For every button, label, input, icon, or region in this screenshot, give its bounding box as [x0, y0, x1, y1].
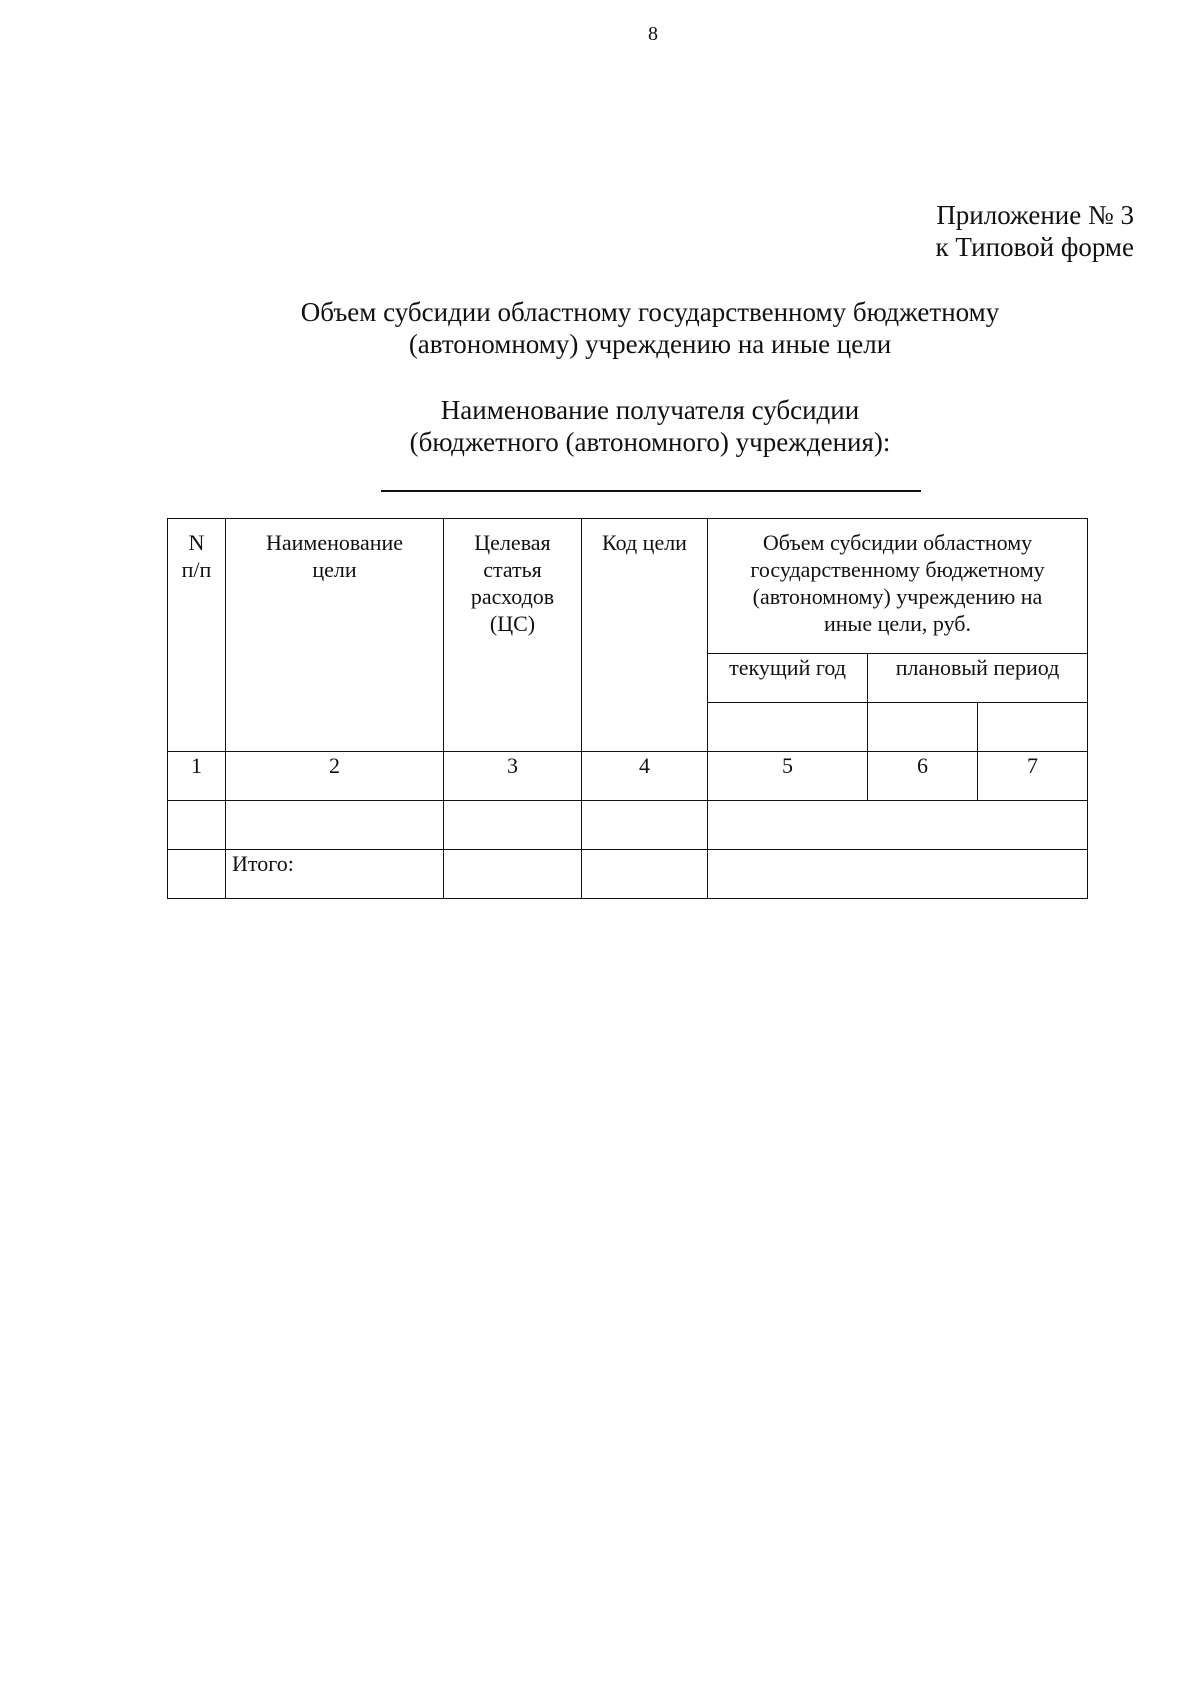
header-row-number-line-2: п/п	[181, 557, 212, 582]
header-target-expense-item-line-3: расходов	[470, 584, 555, 609]
header-row-number	[168, 519, 226, 752]
header-subsidy-volume-line-1: Объем субсидии областному	[762, 530, 1033, 555]
document-title	[180, 296, 1120, 360]
data-cell-row-number	[168, 801, 226, 850]
recipient-heading	[180, 394, 1120, 458]
recipient-name-blank-line	[381, 490, 921, 492]
header-goal-name-line-2: цели	[312, 557, 357, 582]
total-row	[168, 850, 1088, 899]
page-number: 8	[648, 23, 658, 45]
header-goal-name-line-1: Наименование	[265, 530, 404, 555]
header-target-expense-item-line-1: Целевая	[474, 530, 551, 555]
subheader-cell-current-year	[708, 703, 868, 752]
header-current-year: текущий год	[708, 654, 868, 703]
subheader-cell-planning-year-2	[978, 703, 1088, 752]
data-cell-subsidy-volume	[708, 801, 1088, 850]
subsidy-table	[167, 518, 1088, 899]
recipient-heading-line-2: (бюджетного (автономного) учреждения):	[409, 427, 891, 457]
column-number-7: 7	[978, 752, 1088, 801]
total-cell-subsidy-volume	[708, 850, 1088, 899]
column-number-5: 5	[708, 752, 868, 801]
data-cell-goal-code	[582, 801, 708, 850]
document-title-line-2: (автономному) учреждению на иные цели	[408, 329, 892, 359]
data-cell-goal-name	[226, 801, 444, 850]
column-number-2: 2	[226, 752, 444, 801]
document-title-line-1: Объем субсидии областному государственному бюджетному	[300, 297, 1000, 327]
header-goal-code	[582, 519, 708, 752]
recipient-heading-line-1: Наименование получателя субсидии	[440, 395, 860, 425]
appendix-line-2: к Типовой форме	[935, 232, 1134, 262]
header-subsidy-volume-line-2: государственному бюджетному	[750, 557, 1045, 582]
header-subsidy-volume-line-4: иные цели, руб.	[824, 611, 971, 636]
header-subsidy-volume-line-3: (автономному) учреждению на	[752, 584, 1043, 609]
data-cell-target-expense-item	[444, 801, 582, 850]
header-goal-name	[226, 519, 444, 752]
total-label: Итого:	[226, 850, 444, 899]
header-row-number-line-1: N	[188, 530, 205, 555]
header-target-expense-item-line-2: статья	[483, 557, 542, 582]
header-target-expense-item	[444, 519, 582, 752]
appendix-reference	[935, 199, 1134, 263]
total-cell-target-expense-item	[444, 850, 582, 899]
column-number-6: 6	[868, 752, 978, 801]
header-subsidy-volume	[708, 519, 1088, 654]
column-number-1: 1	[168, 752, 226, 801]
header-target-expense-item-line-4: (ЦС)	[489, 611, 536, 636]
column-number-row	[168, 752, 1088, 801]
total-cell-goal-code	[582, 850, 708, 899]
total-cell-row-number	[168, 850, 226, 899]
table-row	[168, 801, 1088, 850]
header-planning-period: плановый период	[868, 654, 1088, 703]
column-number-3: 3	[444, 752, 582, 801]
header-goal-code-text: Код цели	[602, 530, 687, 555]
column-number-4: 4	[582, 752, 708, 801]
appendix-line-1: Приложение № 3	[936, 200, 1134, 230]
subheader-cell-planning-year-1	[868, 703, 978, 752]
